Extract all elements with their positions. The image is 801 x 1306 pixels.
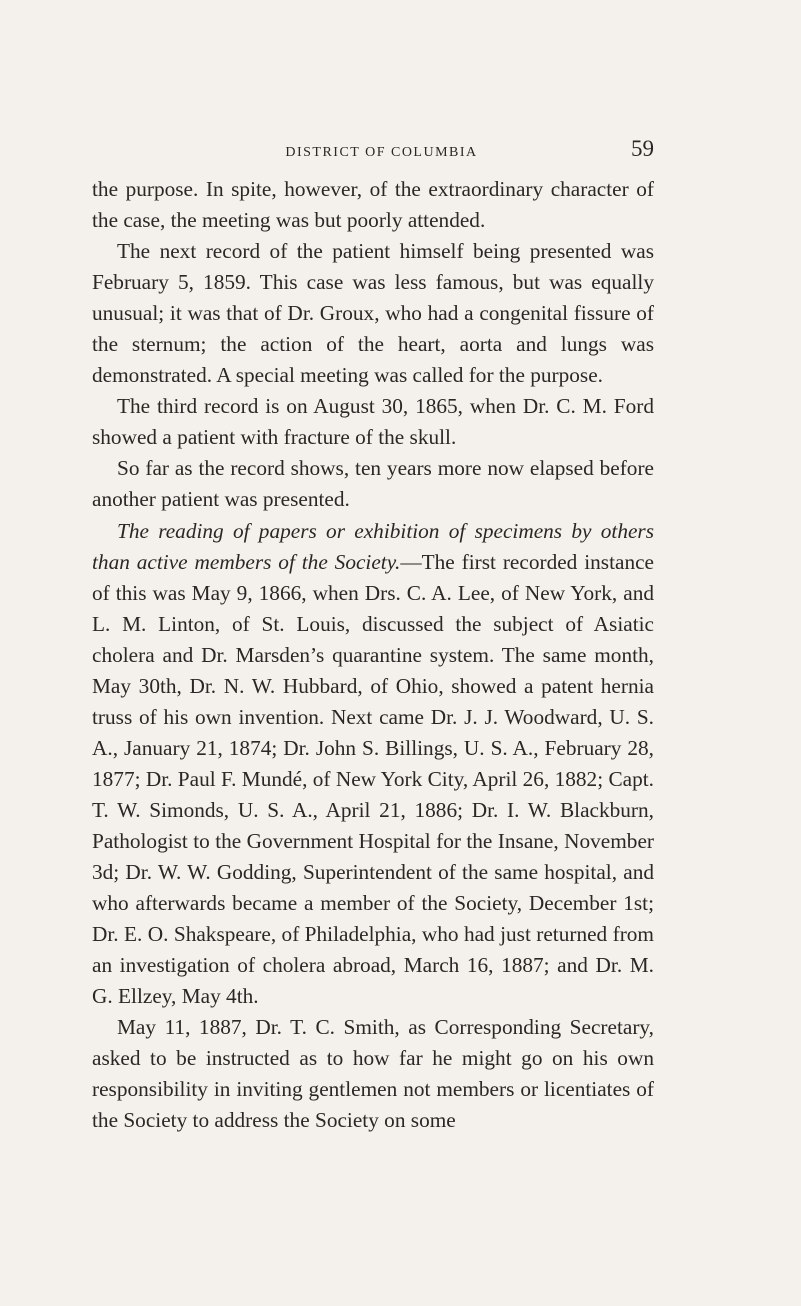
paragraph-3: The third record is on August 30, 1865, when Dr. C. M. Ford showed a patient with fracture of the skull. [92,394,654,450]
section-heading-italic: The reading of papers or exhibition of specimens by others than active members of the Society. [92,518,654,574]
running-title: DISTRICT OF COLUMBIA [285,145,478,160]
paragraph-5 [92,516,654,1013]
paragraph-4: So far as the record shows, ten years more now elapsed before another patient was presented. [92,456,654,512]
paragraph-2: The next record of the patient himself being presented was February 5, 1859. This case was less famous, but was equally unusual; it was that of Dr. Groux, who had a congenital fissure of the sternum; the action of the heart, aorta and lungs was demonstrated. A special meeting was called for the purpose. [92,239,654,388]
paragraph-1: the purpose. In spite, however, of the extraordinary character of the case, the meeting was but poorly attended. [92,177,654,233]
page-number: 59 [631,136,654,161]
body-text [92,174,654,1136]
paragraph-5-text: —The first recorded instance of this was May 9, 1866, when Drs. C. A. Lee, of New York, and L. M. Linton, of St. Louis, discussed the subject of Asiatic cholera and Dr. Marsden’s quarantine system. The same month, May 30th, Dr. N. W. Hubbard, of Ohio, showed a patent hernia truss of his own invention. Next came Dr. J. J. Woodward, U. S. A., January 21, 1874; Dr. John S. Billings, U. S. A., February 28, 1877; Dr. Paul F. Mundé, of New York City, April 26, 1882; Capt. T. W. Simonds, U. S. A., April 21, 1886; Dr. I. W. Blackburn, Pathologist to the Government Hospital for the Insane, November 3d; Dr. W. W. Godding, Superintendent of the same hospital, and who afterwards became a member of the Society, December 1st; Dr. E. O. Shakspeare, of Philadelphia, who had just returned from an investigation of cholera abroad, March 16, 1887; and Dr. M. G. Ellzey, May 4th. [92,549,655,1009]
running-head [92,136,654,162]
paragraph-6: May 11, 1887, Dr. T. C. Smith, as Corresponding Secretary, asked to be instructed as to how far he might go on his own responsibility in inviting gentlemen not members or licentiates of the Society to address the Society on some [92,1015,654,1133]
